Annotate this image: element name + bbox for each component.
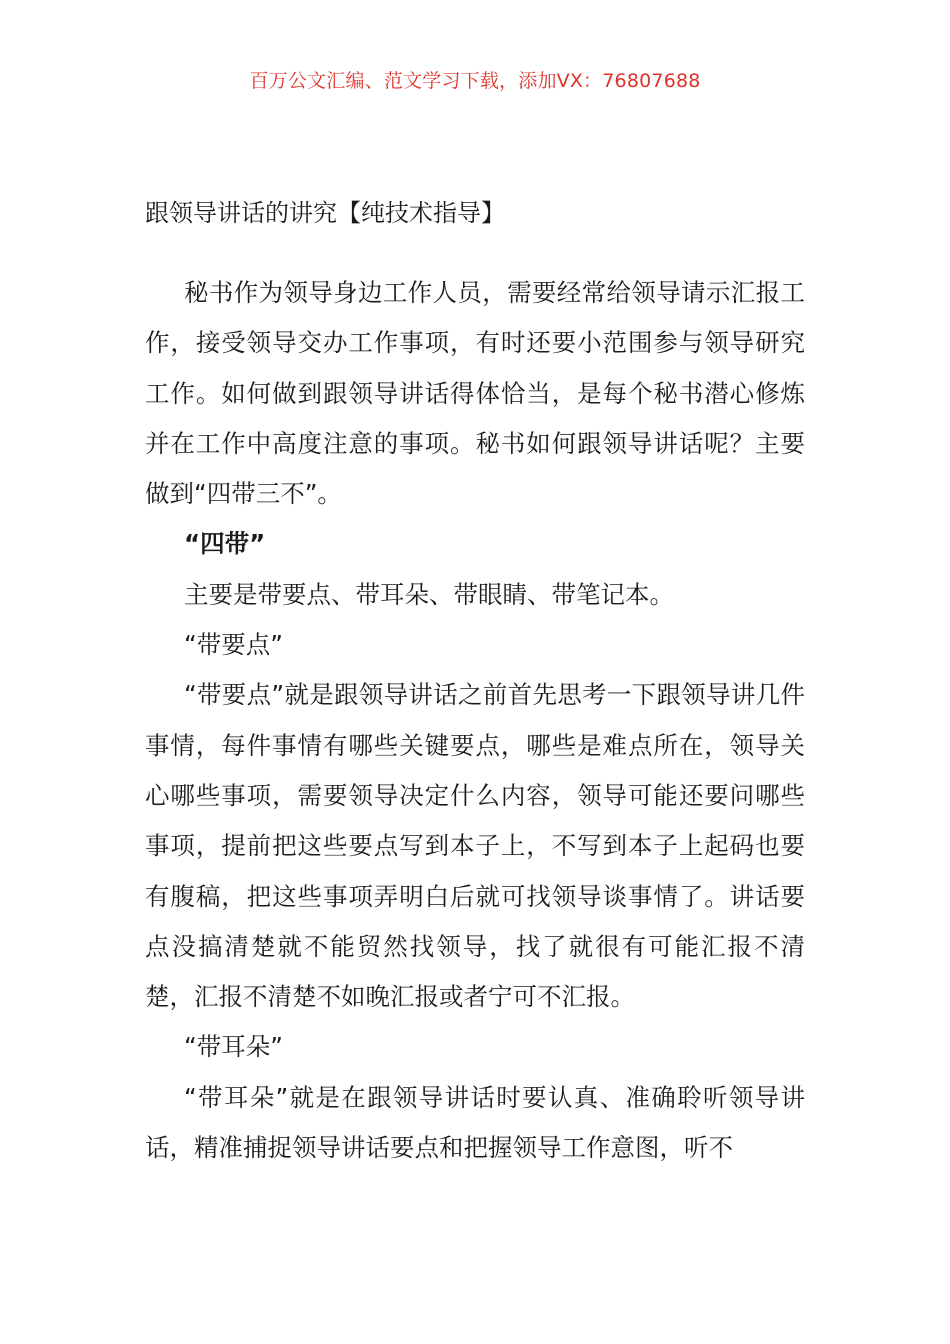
header-banner: 百万公文汇编、范文学习下载，添加VX：76807688 — [249, 70, 701, 92]
subheading-bring-ears: “带耳朵” — [184, 1032, 283, 1062]
paragraph-bring-ears: “带耳朵”就是在跟领导讲话时要认真、准确聆听领导讲话，精准捕捉领导讲话要点和把握领导工作意图，听不 — [145, 1082, 805, 1163]
paragraph-four-bring-summary: 主要是带要点、带耳朵、带眼睛、带笔记本。 — [184, 579, 674, 609]
paragraph-bring-key-points: “带要点”就是跟领导讲话之前首先思考一下跟领导讲几件事情，每件事情有哪些关键要点，哪些是难点所在，领导关心哪些事项，需要领导决定什么内容，领导可能还要问哪些事项，提前把这些要点写到本子上，不写到本子上起码也要有腹稿，把这些事项弄明白后就可找领导谈事情了。讲话要点没搞清楚就不能贸然找领导，找了就很有可能汇报不清楚，汇报不清楚不如晚汇报或者宁可不汇报。 — [145, 680, 805, 1012]
document-title: 跟领导讲话的讲究【纯技术指导】 — [145, 199, 505, 227]
document-body — [145, 268, 805, 1173]
section-heading-four-bring: “四带” — [184, 529, 266, 559]
paragraph-intro: 秘书作为领导身边工作人员，需要经常给领导请示汇报工作，接受领导交办工作事项，有时还要小范围参与领导研究工作。如何做到跟领导讲话得体恰当，是每个秘书潜心修炼并在工作中高度注意的事项。秘书如何跟领导讲话呢？主要做到“四带三不”。 — [145, 278, 805, 509]
subheading-bring-key-points: “带要点” — [184, 630, 283, 660]
